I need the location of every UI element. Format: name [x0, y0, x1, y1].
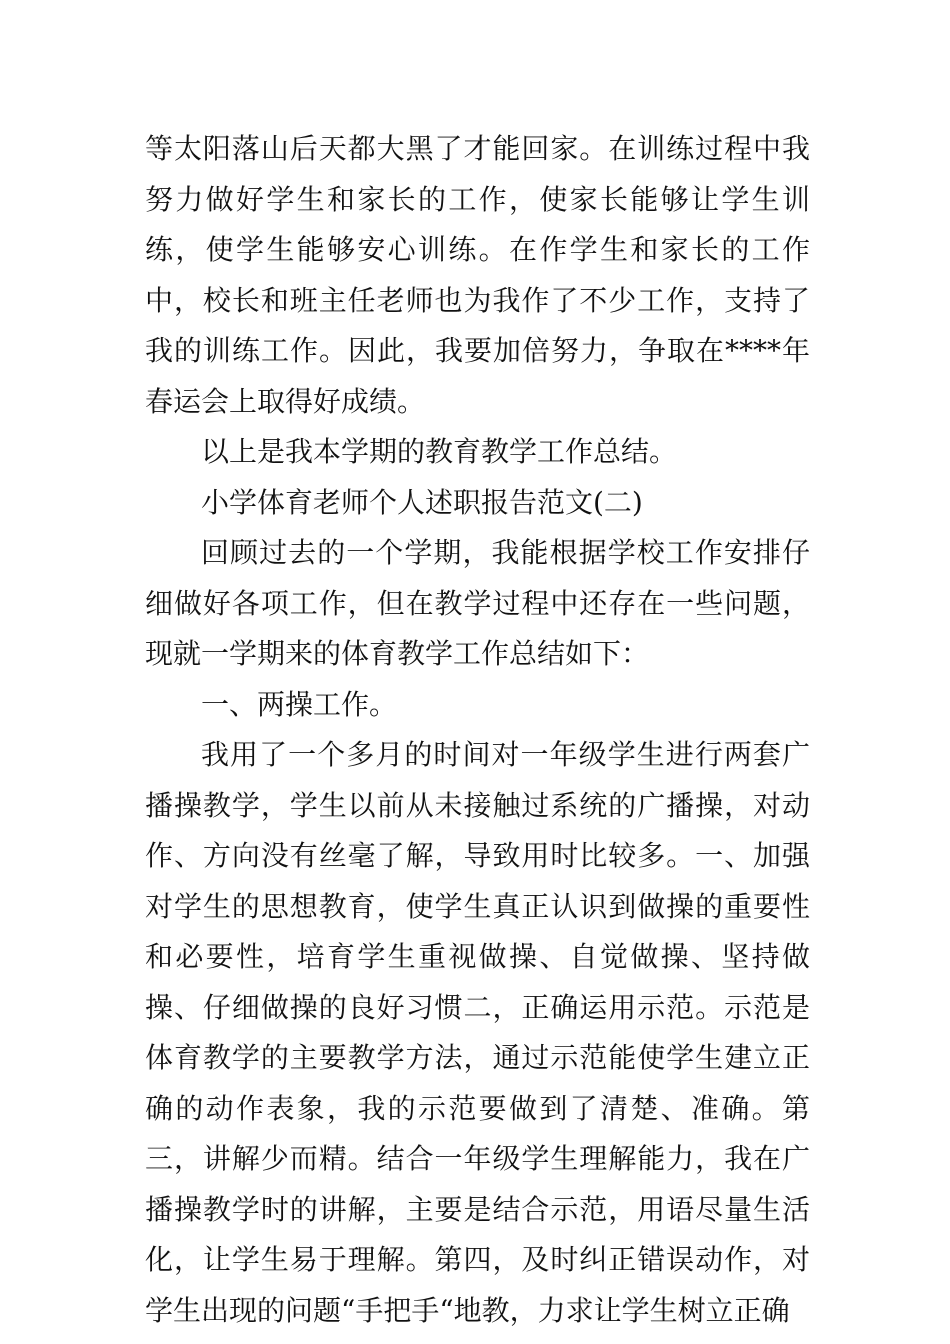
paragraph-broadcast-exercise: 我用了一个多月的时间对一年级学生进行两套广播操教学，学生以前从未接触过系统的广播操，对动作、方向没有丝毫了解，导致用时比较多。一、加强对学生的思想教育，使学生真正认识到做操的重要性和必要性，培育学生重视做操、自觉做操、坚持做操、仔细做操的良好习惯二，正确运用示范。示范是体育教学的主要教学方法，通过示范能使学生建立正确的动作表象，我的示范要做到了清楚、准确。第三，讲解少而精。结合一年级学生理解能力，我在广播操教学时的讲解，主要是结合示范，用语尽量生活化，让学生易于理解。第四，及时纠正错误动作，对学生出现的问题“手把手“地教，力求让学生树立正确	[145, 738, 810, 1327]
paragraph-review-intro: 回顾过去的一个学期，我能根据学校工作安排仔细做好各项工作，但在教学过程中还存在一些问题，现就一学期来的体育教学工作总结如下：	[145, 536, 810, 670]
paragraph-summary-closing: 以上是我本学期的教育教学工作总结。	[201, 435, 678, 468]
section-heading-two-exercises: 一、两操工作。	[201, 687, 398, 721]
paragraph-training-continued: 等太阳落山后天都大黑了才能回家。在训练过程中我努力做好学生和家长的工作，使家长能够让学生训练，使学生能够安心训练。在作学生和家长的工作中，校长和班主任老师也为我作了不少工作，支持了我的训练工作。因此，我要加倍努力，争取在****年春运会上取得好成绩。	[145, 132, 810, 418]
section-title-report-two: 小学体育老师个人述职报告范文(二)	[201, 485, 643, 519]
document-body	[145, 124, 810, 1336]
